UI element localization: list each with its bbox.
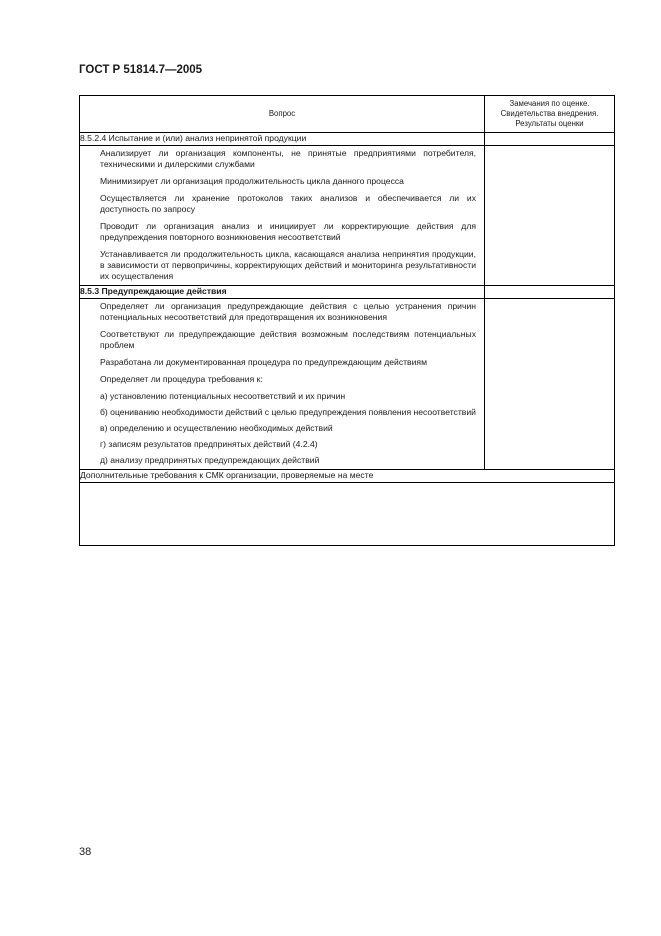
remarks-cell (485, 299, 615, 470)
question-group (80, 299, 485, 470)
question-subitem: а) установлению потенциальных несоответствий и их причин (100, 391, 346, 401)
question-item: Определяет ли процедура требования к: (100, 374, 263, 384)
column-header-remarks (485, 96, 615, 133)
question-item: Анализирует ли организация компоненты, не принятые предприятиями потребителя, техническими и дилерскими службами (100, 148, 476, 169)
column-header-question: Вопрос (80, 96, 485, 133)
page-number: 38 (79, 846, 92, 858)
table-header-row (80, 96, 615, 133)
question-item: Минимизирует ли организация продолжительность цикла данного процесса (100, 176, 404, 186)
column-header-remarks-line: Результаты оценки (515, 119, 584, 129)
remarks-cell (485, 286, 615, 299)
question-group-row (80, 146, 615, 286)
question-item: Осуществляется ли хранение протоколов таких анализов и обеспечивается ли их доступность по запросу (100, 193, 476, 214)
question-item: Разработана ли документированная процедура по предупреждающим действиям (100, 357, 427, 367)
question-subitem: в) определению и осуществлению необходимых действий (100, 423, 333, 433)
question-item: Проводит ли организация анализ и инициирует ли корректирующие действия для предупреждения повторного возникновения несоответствий (100, 221, 476, 242)
question-subitem: г) записям результатов предпринятых действий (4.2.4) (100, 439, 318, 449)
blank-notes-cell (80, 483, 615, 546)
question-item: Устанавливается ли продолжительность цикла, касающаяся анализа непринятия продукции, в зависимости от первопричины, корректирующих действий и мониторинга результативности их осуществления (100, 249, 476, 281)
section-heading: 8.5.2.4 Испытание и (или) анализ непринятой продукции (80, 133, 485, 146)
question-subitem: д) анализу предпринятых предупреждающих действий (100, 455, 320, 465)
audit-checklist-table (79, 95, 615, 546)
question-item: Определяет ли организация предупреждающие действия с целью устранения причин потенциальных несоответствий для предотвращения их возникновения (100, 301, 476, 322)
column-header-remarks-line: Замечания по оценке. (509, 99, 590, 108)
document-header: ГОСТ Р 51814.7—2005 (79, 64, 203, 76)
section-heading-row (80, 286, 615, 299)
section-heading: 8.5.3 Предупреждающие действия (80, 286, 485, 299)
additional-requirements-row (80, 470, 615, 483)
column-header-remarks-line: Свидетельства внедрения. (500, 109, 599, 119)
question-group (80, 146, 485, 286)
section-heading-row (80, 133, 615, 146)
question-group-row (80, 299, 615, 470)
blank-notes-row (80, 483, 615, 546)
remarks-cell (485, 146, 615, 286)
additional-requirements-label: Дополнительные требования к СМК организации, проверяемые на месте (80, 470, 615, 483)
question-subitem: б) оцениванию необходимости действий с целью предупреждения появления несоответствий (100, 407, 476, 417)
question-item: Соответствуют ли предупреждающие действия возможным последствиям потенциальных проблем (100, 329, 476, 350)
remarks-cell (485, 133, 615, 146)
